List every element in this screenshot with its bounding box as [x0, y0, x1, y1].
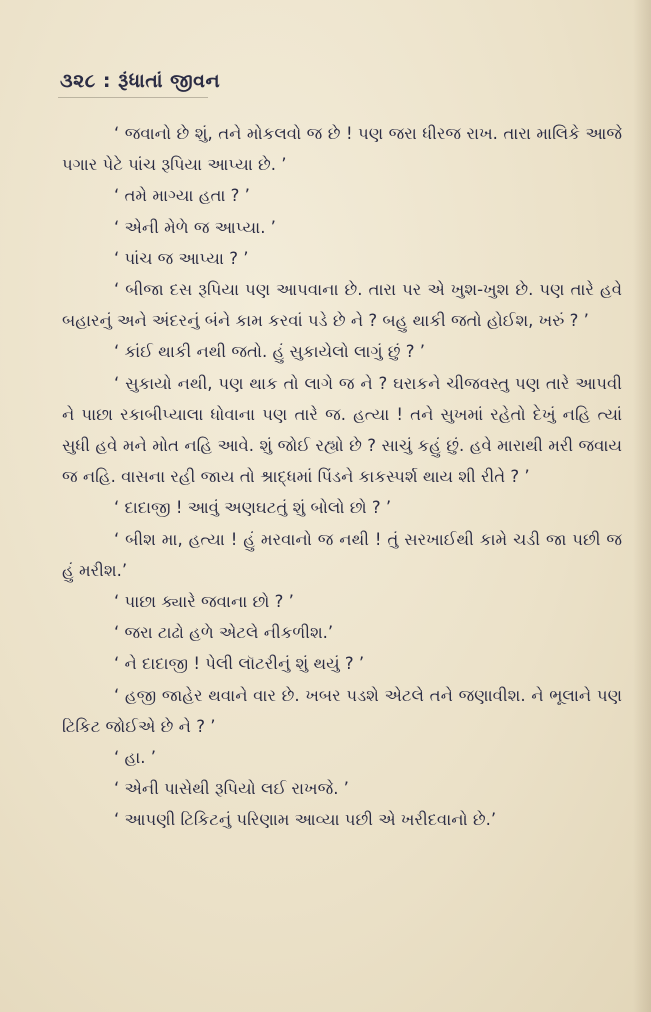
paragraph: ‘ સુકાયો નથી, પણ થાક તો લાગે જ ને ? ઘરાકને ચીજવસ્તુ પણ તારે આપવી ને પાછા રકાબીપ્યાલા ધોવાના પણ તારે જ. હત્યા ! તને સુખમાં રહેતો દેખું નહિ ત્યાં સુધી હવે મને મોત નહિ આવે. શું જોઈ રહ્યો છે ? સાચું કહું છું. હવે મારાથી મરી જવાય જ નહિ. વાસના રહી જાય તો શ્રાદ્ધમાં પિંડને કાકસ્પર્શ થાય શી રીતે ? ’	[62, 373, 622, 487]
paragraph: ‘ તમે માગ્યા હતા ? ’	[114, 186, 250, 206]
page-header: ૩૨૮ : રૂંધાતાં જીવન	[60, 70, 221, 92]
paragraph: ‘ હા. ’	[114, 748, 156, 768]
paragraph: ‘ બીશ મા, હત્યા ! હું મરવાનો જ નથી ! તું સરખાઈથી કામે ચડી જા પછી જ હું મરીશ.’	[62, 529, 622, 580]
paragraph: ‘ ને દાદાજી ! પેલી લૉટરીનું શું થયું ? ’	[114, 654, 365, 674]
paragraph: ‘ આપણી ટિકિટનું પરિણામ આવ્યા પછી એ ખરીદવાનો છે.’	[114, 810, 497, 830]
paragraph: ‘ દાદાજી ! આવું અણઘટતું શું બોલો છો ? ’	[114, 498, 392, 518]
paragraph: ‘ પાછા ક્યારે જવાના છો ? ’	[114, 592, 294, 612]
paragraph: ‘ બીજા દસ રૂપિયા પણ આપવાના છે. તારા પર એ ખુશ-ખુશ છે. પણ તારે હવે બહારનું અને અંદરનું બંને કામ કરવાં પડે છે ને ? બહુ થાકી જતો હોઈશ, ખરું ? ’	[62, 280, 622, 331]
paragraph: ‘ જવાનો છે શું, તને મોકલવો જ છે ! પણ જરા ધીરજ રાખ. તારા માલિકે આજે પગાર પેટે પાંચ રૂપિયા આપ્યા છે. ’	[62, 124, 622, 175]
page-edge-shadow	[633, 0, 651, 1012]
paragraph: ‘ હજી જાહેર થવાને વાર છે. ખબર પડશે એટલે તને જણાવીશ. ને ભૂલાને પણ ટિકિટ જોઈએ છે ને ? ’	[62, 685, 622, 736]
page-body	[62, 118, 622, 836]
paragraph: ‘ પાંચ જ આપ્યા ? ’	[114, 248, 249, 268]
paragraph: ‘ એની મેળે જ આપ્યા. ’	[114, 217, 276, 237]
paragraph: ‘ એની પાસેથી રૂપિયો લઈ રાખજે. ’	[114, 779, 349, 799]
paragraph: ‘ જરા ટાઢો હળે એટલે નીકળીશ.’	[114, 623, 334, 643]
paragraph: ‘ કાંઈ થાકી નથી જતો. હું સુકાયેલો લાગું છું ? ’	[114, 342, 425, 362]
header-divider	[58, 97, 208, 98]
